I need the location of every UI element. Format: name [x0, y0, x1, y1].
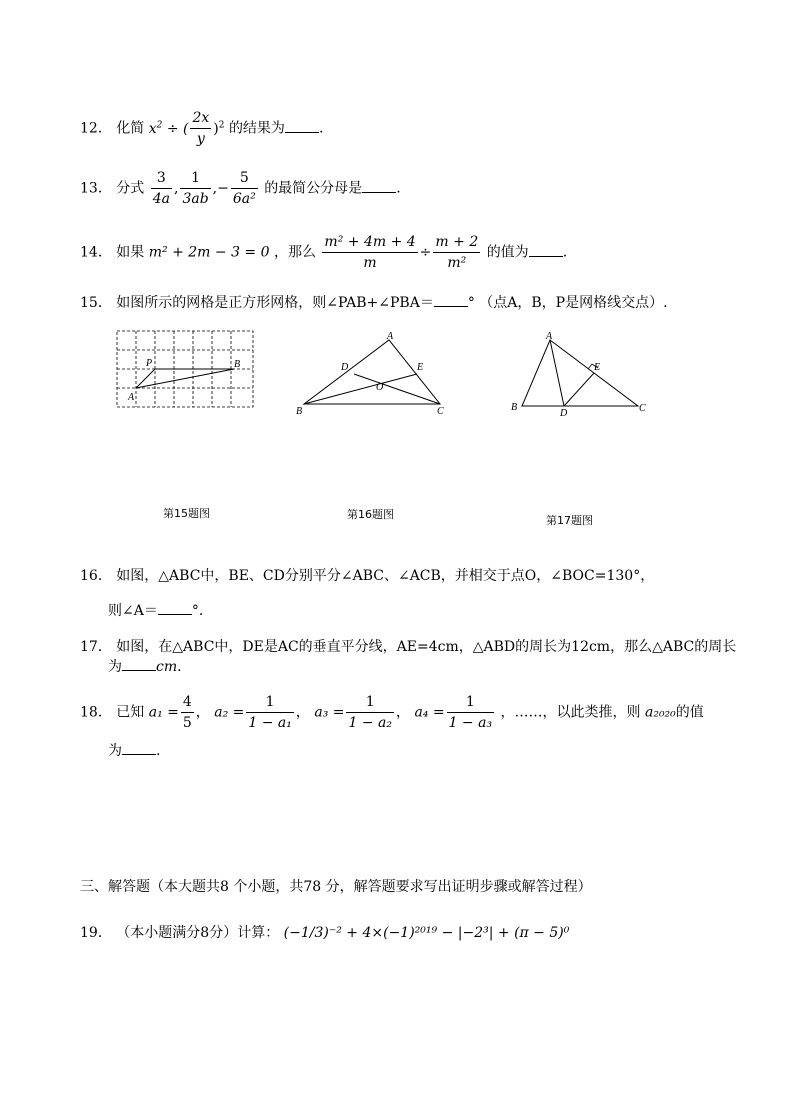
- question-number: 13．: [80, 180, 112, 197]
- denominator: 1 − a₁: [248, 715, 292, 731]
- denominator: 6a²: [232, 191, 256, 207]
- label-C: C: [437, 406, 444, 417]
- denominator: 5: [182, 715, 192, 731]
- question-number: 18．: [80, 704, 112, 721]
- question-text-line2: 为: [108, 743, 122, 759]
- degree-symbol: °: [467, 295, 475, 311]
- question-number: 19．: [80, 925, 112, 941]
- label-E: E: [417, 362, 424, 373]
- question-16: [80, 565, 654, 585]
- denominator: 1 − a₂: [348, 715, 392, 731]
- unit: cm.: [156, 659, 182, 675]
- label-D: D: [560, 408, 568, 419]
- denominator: m: [363, 255, 377, 271]
- term-a2: a₂ =: [214, 704, 245, 721]
- period: .: [198, 603, 204, 619]
- fraction-1: [151, 168, 172, 209]
- question-18-line2: [108, 740, 160, 760]
- denominator: 1 − a₃: [448, 715, 493, 731]
- question-number: 12．: [80, 120, 112, 137]
- fraction-a1: [181, 692, 194, 733]
- question-note: （点A，B，P是网格线交点）.: [479, 295, 668, 311]
- denominator: 3ab: [182, 191, 209, 207]
- section-3-heading: 三、解答题（本大题共8 个小题，共78 分，解答题要求写出证明步骤或解答过程）: [80, 879, 592, 895]
- label-E: E: [594, 362, 601, 373]
- fraction-a3: [346, 692, 394, 733]
- numerator: 3: [151, 168, 172, 189]
- fraction-2: [180, 168, 210, 209]
- label-O: O: [376, 382, 384, 393]
- answer-blank[interactable]: [285, 118, 319, 133]
- denominator: m²: [447, 255, 467, 271]
- question-17: [80, 636, 736, 656]
- label-P: P: [146, 358, 153, 369]
- question-text: （本小题满分8分）计算：: [116, 925, 280, 941]
- numerator: 1: [447, 692, 495, 713]
- question-text-post: ，……，以此类推，则: [500, 704, 641, 721]
- answer-blank[interactable]: [529, 242, 563, 257]
- label-A: A: [546, 331, 553, 342]
- period: .: [396, 180, 401, 197]
- figure-16-caption: 第16题图: [347, 508, 394, 521]
- question-text: 如图，在△ABC中，DE是AC的垂直平分线，AE=4cm，△ABD的周长为12cm，那么△ABC的周长: [116, 639, 737, 655]
- question-text-post: 的值为: [486, 244, 529, 261]
- question-text: 化简: [116, 120, 145, 137]
- term-a1: a₁ =: [148, 704, 179, 721]
- label-B: B: [234, 359, 241, 370]
- answer-blank[interactable]: [362, 178, 396, 193]
- degree-symbol: °: [191, 603, 199, 619]
- fraction-1: [322, 232, 417, 273]
- period: .: [562, 244, 568, 261]
- fraction-a2: [246, 692, 294, 733]
- question-text: 已知: [116, 704, 145, 721]
- question-13: 13． 分式 $\frac{3}{4a}$ , $\frac{1}{3ab}$ ,− $\frac{5}{\text{6a²}}$ 的最简公分母是 .: [80, 170, 401, 207]
- numerator: 2x: [190, 108, 211, 129]
- fraction: [190, 108, 211, 149]
- condition-equation: m² + 2m − 3 = 0: [148, 244, 270, 261]
- question-number: 15．: [80, 295, 112, 311]
- question-19: [80, 922, 569, 942]
- question-text-tail: 的值: [675, 704, 704, 721]
- label-C: C: [639, 403, 646, 414]
- answer-blank[interactable]: [158, 600, 192, 615]
- math-expression: (−1/3)⁻² + 4×(−1)²⁰¹⁹ − |−2³| + (π − 5)⁰: [283, 925, 570, 941]
- fraction-a4: [447, 692, 495, 733]
- figure-15-caption: 第15题图: [163, 507, 210, 520]
- figure-16-triangle: [294, 330, 454, 420]
- fraction-3: [231, 168, 258, 209]
- term-a3: a₃ =: [314, 704, 345, 721]
- period: .: [318, 120, 324, 137]
- question-17-line2: [108, 656, 182, 676]
- answer-blank[interactable]: [122, 740, 156, 755]
- term-a2020: a₂₀₂₀: [644, 704, 676, 721]
- numerator: m + 2: [433, 232, 480, 253]
- numerator: m² + 4m + 4: [322, 232, 417, 253]
- question-text: 如果: [116, 244, 145, 261]
- question-text-line2: 则∠A＝: [108, 603, 158, 619]
- label-A: A: [387, 331, 394, 342]
- figure-15-lines: [136, 369, 234, 388]
- label-A: A: [128, 392, 135, 403]
- label-B: B: [296, 406, 303, 417]
- question-16-line2: [108, 600, 203, 620]
- numerator: 1: [180, 168, 210, 189]
- figure-15-grid: [112, 326, 262, 416]
- answer-blank[interactable]: [434, 292, 468, 307]
- term-a4: a₄ =: [414, 704, 445, 721]
- question-18: 18． 已知 a₁ = $\frac{4}{5}$ ， a₂ = $\frac{1}{\text{1 − a₁}}$ ， a₃ = $\frac{1}{\text{1 − a₂}}$ ， a₄ = $\frac{1}{\text{1 − a₃}}$ ，……，以此类推，则 a₂₀₂₀的值: [80, 694, 704, 731]
- question-15: [80, 292, 668, 312]
- fraction-2: [433, 232, 480, 273]
- question-14: 14． 如果 m² + 2m − 3 = 0 ，那么 $\frac{\text{m² + 4m + 4}}{m}$ ÷ $\frac{m + 2}{\text{m²}}$ 的值为 .: [80, 234, 568, 271]
- figure-17-triangle: [508, 330, 658, 420]
- numerator: 4: [181, 692, 194, 713]
- question-text: 如图，△ABC中，BE、CD分别平分∠ABC、∠ACB，并相交于点O，∠BOC=130°，: [116, 568, 655, 584]
- numerator: 5: [231, 168, 258, 189]
- question-text-line2: 为: [108, 659, 122, 675]
- label-B: B: [511, 402, 518, 413]
- question-text-post: 的结果为: [228, 120, 285, 137]
- answer-blank[interactable]: [122, 656, 156, 671]
- label-D: D: [341, 362, 349, 373]
- numerator: 1: [346, 692, 394, 713]
- denominator: y: [196, 131, 205, 147]
- figure-17-caption: 第17题图: [546, 514, 593, 527]
- question-number: 17．: [80, 639, 112, 655]
- question-text: 分式: [116, 180, 145, 197]
- question-number: 14．: [80, 244, 112, 261]
- question-text-mid: ，那么: [273, 244, 316, 261]
- math-paren-close: )$^2$: [213, 119, 225, 137]
- question-text: 如图所示的网格是正方形网格，则∠PAB+∠PBA＝: [116, 295, 434, 311]
- question-text-post: 的最简公分母是: [264, 180, 363, 197]
- math-x-squared: $x^2$ ÷ (: [148, 119, 189, 137]
- question-12: [80, 108, 323, 149]
- numerator: 1: [246, 692, 294, 713]
- period: .: [156, 743, 161, 759]
- question-number: 16．: [80, 568, 112, 584]
- denominator: 4a: [152, 191, 170, 207]
